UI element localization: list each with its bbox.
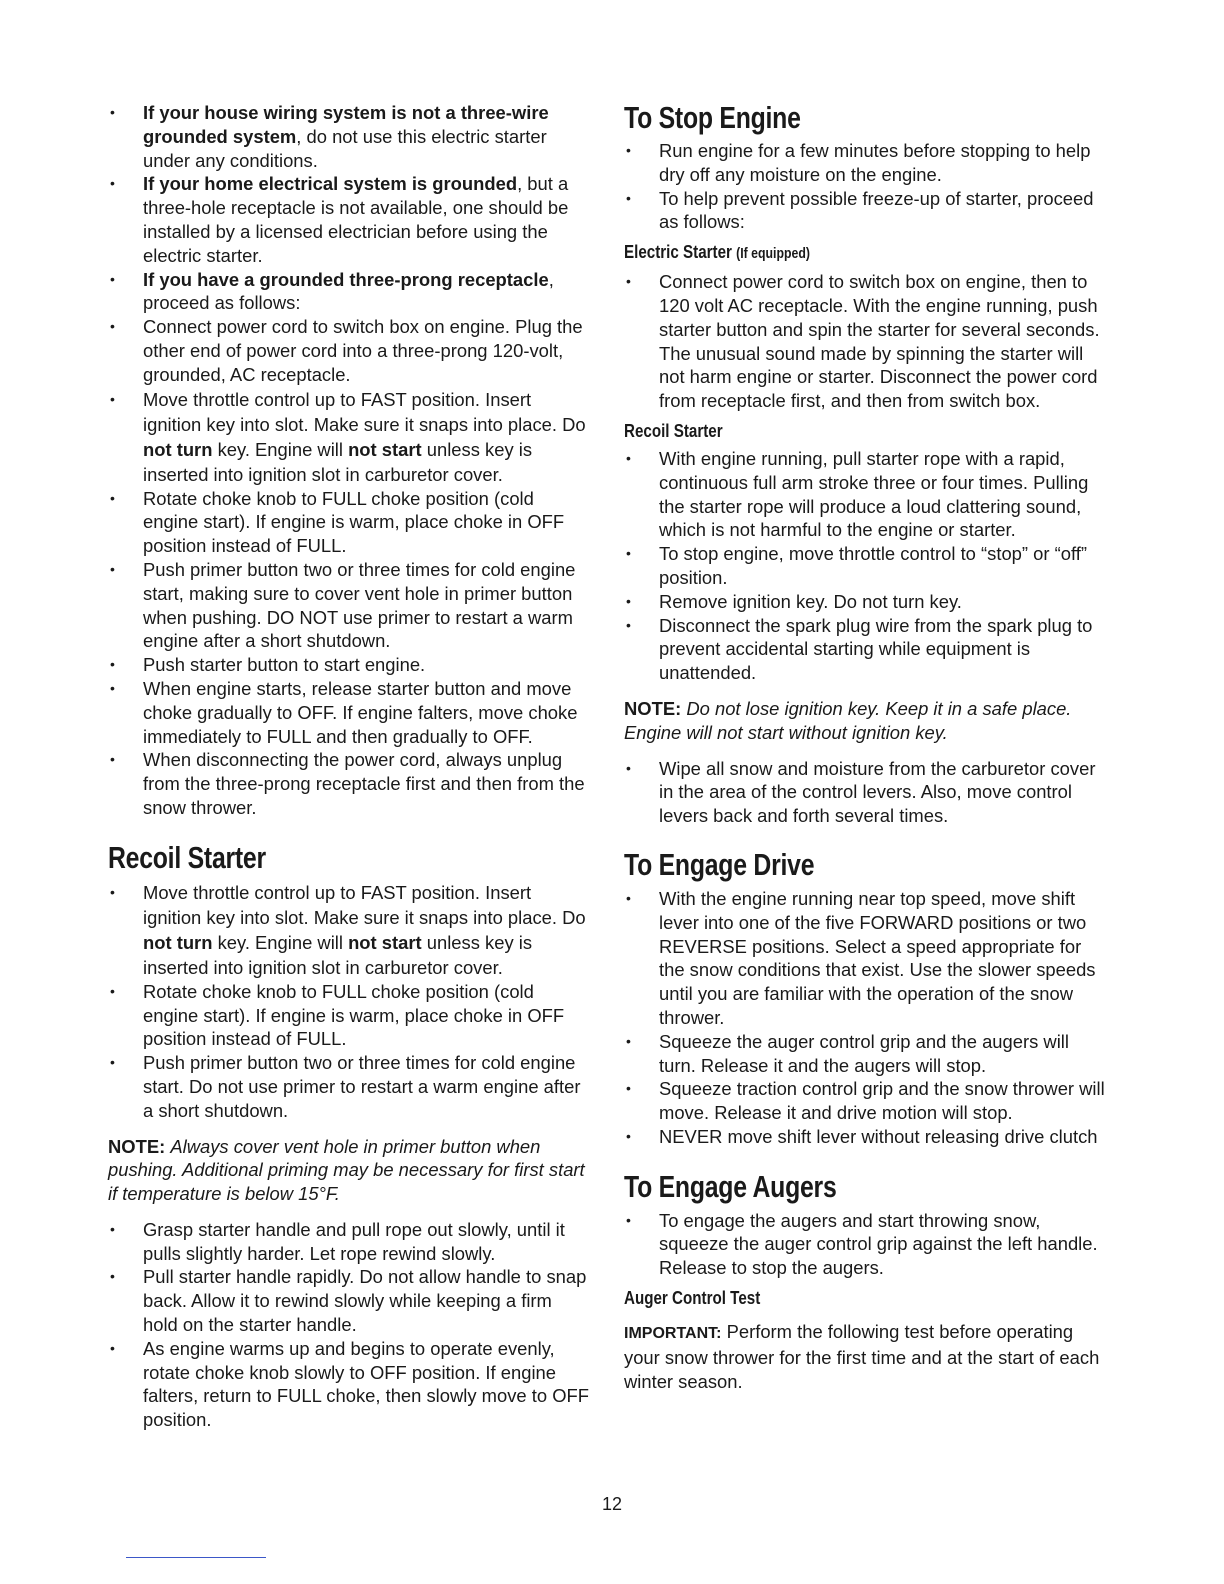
list-item: • Move throttle control up to FAST position. Insert ignition key into slot. Make sure it snaps into place. Do not turn key. Engine will not start unless key is inserted into ignition slot in carburetor cover. — [108, 387, 590, 487]
list-item: • If you have a grounded three-prong receptacle, proceed as follows: — [108, 268, 590, 316]
list-item: • To stop engine, move throttle control to “stop” or “off” position. — [624, 542, 1108, 590]
engage-drive-heading: To Engage Drive — [624, 846, 815, 882]
electric-starter-heading: Electric Starter (If equipped) — [624, 241, 810, 263]
footer-rule — [126, 1557, 266, 1558]
list-item: • Squeeze traction control grip and the snow thrower will move. Release it and drive motion will stop. — [624, 1077, 1108, 1125]
auger-control-test-heading: Auger Control Test — [624, 1287, 761, 1309]
list-item: • Push primer button two or three times for cold engine start, making sure to cover vent hole in primer button when pushing. DO NOT use primer to restart a warm engine after a short shutdown. — [108, 558, 590, 653]
electric-start-list — [108, 101, 590, 820]
list-item: • Rotate choke knob to FULL choke position (cold engine start). If engine is warm, place choke in OFF position instead of FULL. — [108, 980, 590, 1051]
list-item: • To engage the augers and start throwing snow, squeeze the auger control grip against the left handle. Release to stop the augers. — [624, 1209, 1108, 1280]
list-item: • Grasp starter handle and pull rope out slowly, until it pulls slightly harder. Let rope rewind slowly. — [108, 1218, 590, 1266]
list-item: • Squeeze the auger control grip and the augers will turn. Release it and the augers will stop. — [624, 1030, 1108, 1078]
list-item: • With the engine running near top speed, move shift lever into one of the five FORWARD positions or two REVERSE positions. Select a speed appropriate for the snow conditions that exist. Use the slower speeds until you are familiar with the operation of the snow thrower. — [624, 887, 1108, 1030]
list-item: • As engine warms up and begins to operate evenly, rotate choke knob slowly to OFF position. If engine falters, return to FULL choke, then slowly move to OFF position. — [108, 1337, 590, 1432]
engage-augers-list — [624, 1209, 1108, 1280]
list-item: • Connect power cord to switch box on engine. Plug the other end of power cord into a three-prong 120-volt, grounded, AC receptacle. — [108, 315, 590, 386]
list-item: • Remove ignition key. Do not turn key. — [624, 590, 1108, 614]
stop-engine-list — [624, 139, 1108, 234]
recoil-stop-list — [624, 447, 1108, 685]
recoil-starter-subheading: Recoil Starter — [624, 419, 723, 441]
list-item: • With engine running, pull starter rope with a rapid, continuous full arm stroke three or four times. Pulling the starter rope will produce a loud clattering sound, which is not harmful to the engine or starter. — [624, 447, 1108, 542]
list-item: • Connect power cord to switch box on engine, then to 120 volt AC receptacle. With the engine running, push starter button and spin the starter for several seconds. The unusual sound made by spinning the starter will not harm engine or starter. Disconnect the power cord from receptacle first, and then from switch box. — [624, 270, 1108, 413]
list-item: • Disconnect the spark plug wire from the spark plug to prevent accidental starting while equipment is unattended. — [624, 614, 1108, 685]
list-item: • To help prevent possible freeze-up of starter, proceed as follows: — [624, 187, 1108, 235]
engage-drive-list — [624, 887, 1108, 1149]
list-item: • If your house wiring system is not a three-wire grounded system, do not use this electric starter under any conditions. — [108, 101, 590, 172]
wipe-list — [624, 757, 1108, 828]
recoil-steps-list — [108, 1218, 590, 1432]
left-column — [108, 0, 590, 1432]
list-item: • Push starter button to start engine. — [108, 653, 590, 677]
recoil-starter-list — [108, 880, 590, 1123]
list-item: • Pull starter handle rapidly. Do not allow handle to snap back. Allow it to rewind slowly while keeping a firm hold on the starter handle. — [108, 1265, 590, 1336]
engage-augers-heading: To Engage Augers — [624, 1168, 837, 1204]
right-column — [624, 0, 1108, 1393]
list-item: • When disconnecting the power cord, always unplug from the three-prong receptacle first and then from the snow thrower. — [108, 748, 590, 819]
electric-starter-list — [624, 270, 1108, 413]
stop-engine-heading: To Stop Engine — [624, 100, 801, 135]
list-item: • Move throttle control up to FAST position. Insert ignition key into slot. Make sure it snaps into place. Do not turn key. Engine will not start unless key is inserted into ignition slot in carburetor cover. — [108, 880, 590, 980]
list-item: • NEVER move shift lever without releasing drive clutch — [624, 1125, 1108, 1149]
list-item: • When engine starts, release starter button and move choke gradually to OFF. If engine falters, move choke immediately to FULL and then gradually to OFF. — [108, 677, 590, 748]
list-item: • Run engine for a few minutes before stopping to help dry off any moisture on the engine. — [624, 139, 1108, 187]
important-note: IMPORTANT: Perform the following test before operating your snow thrower for the first time and at the start of each winter season. — [624, 1321, 1100, 1392]
primer-note: NOTE: Always cover vent hole in primer button when pushing. Additional priming may be necessary for first start if temperature is below 15°F. — [108, 1135, 585, 1205]
list-item: • Rotate choke knob to FULL choke position (cold engine start). If engine is warm, place choke in OFF position instead of FULL. — [108, 487, 590, 558]
page-number: 12 — [601, 1494, 623, 1514]
ignition-key-note: NOTE: Do not lose ignition key. Keep it in a safe place. Engine will not start without ignition key. — [624, 697, 1072, 743]
recoil-starter-heading: Recoil Starter — [108, 839, 266, 875]
list-item: • Wipe all snow and moisture from the carburetor cover in the area of the control levers. Also, move control levers back and forth several times. — [624, 757, 1108, 828]
list-item: • Push primer button two or three times for cold engine start. Do not use primer to restart a warm engine after a short shutdown. — [108, 1051, 590, 1122]
list-item: • If your home electrical system is grounded, but a three-hole receptacle is not available, one should be installed by a licensed electrician before using the electric starter. — [108, 172, 590, 267]
